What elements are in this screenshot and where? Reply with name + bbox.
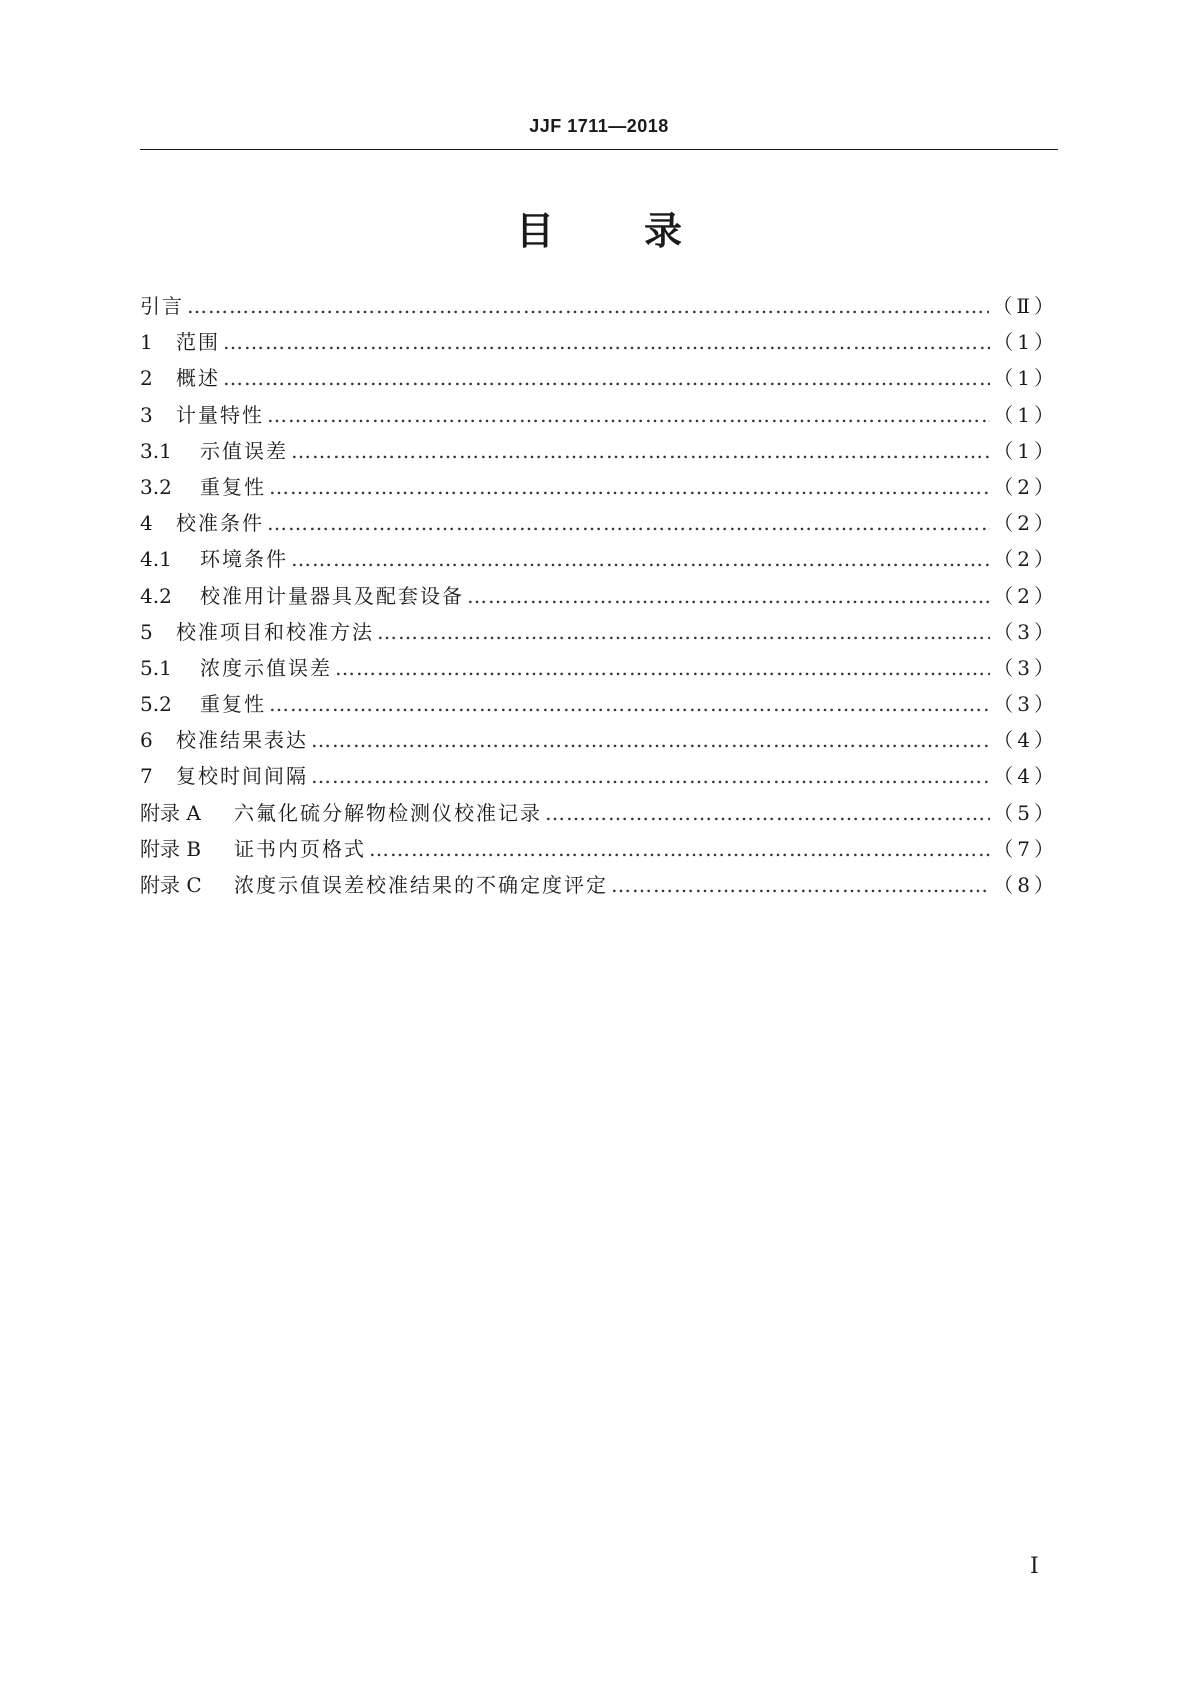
toc-entry-5-2[interactable]: [140, 686, 1058, 722]
toc-entry-page: （3）: [993, 619, 1058, 644]
page-folio: Ⅰ: [1030, 1554, 1039, 1579]
toc-entry-page: （1）: [993, 438, 1058, 463]
toc-entry-number: 4.2: [140, 583, 172, 608]
toc-entry-label: 示值误差: [200, 438, 288, 463]
toc-entry-page: （4）: [993, 764, 1058, 789]
toc-entry-label: 浓度示值误差: [200, 655, 332, 680]
toc-entry-foreword[interactable]: [140, 288, 1058, 324]
toc-entry-number: 4.1: [140, 547, 172, 572]
toc-leader-dots: [223, 324, 990, 360]
toc-entry-page: （2）: [993, 474, 1058, 499]
toc-leader-dots: [545, 795, 990, 831]
toc-entry-page: （2）: [993, 583, 1058, 608]
toc-leader-dots: [377, 614, 990, 650]
standard-code-header: JJF 1711—2018: [529, 116, 669, 136]
title-char-1: 目: [515, 209, 554, 253]
toc-entry-number: 附录 C: [140, 873, 202, 897]
toc-entry-number: 4: [140, 511, 153, 536]
toc-entry-appendix-c[interactable]: [140, 867, 1058, 903]
toc-entry-label: 范围: [176, 330, 220, 355]
toc-entry-3-2[interactable]: [140, 469, 1058, 505]
toc-entry-page: （8）: [993, 873, 1058, 897]
toc-entry-label: 重复性: [200, 692, 266, 717]
toc-leader-dots: [269, 686, 990, 722]
toc-entry-page: （4）: [993, 728, 1058, 753]
toc-entry-page: （7）: [993, 836, 1058, 861]
toc-entry-label: 复校时间间隔: [176, 764, 308, 789]
toc-entry-label: 计量特性: [176, 402, 264, 427]
toc-entry-number: 附录 B: [140, 836, 202, 861]
toc-entry-number: 附录 A: [140, 800, 201, 825]
page-title: [140, 200, 1058, 255]
toc-entry-page: （5）: [993, 800, 1058, 825]
toc-leader-dots: [335, 650, 990, 686]
toc-entry-label: 浓度示值误差校准结果的不确定度评定: [234, 873, 608, 897]
toc-entry-page: （3）: [993, 655, 1058, 680]
toc-entry-page: （2）: [993, 547, 1058, 572]
toc-leader-dots: [223, 360, 990, 396]
toc-entry-label: 概述: [176, 366, 220, 391]
toc-leader-dots: [291, 541, 990, 577]
toc-leader-dots: [467, 578, 990, 614]
header-rule: [140, 149, 1058, 150]
toc-entry-label: 校准条件: [176, 511, 264, 536]
toc-entry-label: 重复性: [200, 474, 266, 499]
toc-entry-5-1[interactable]: [140, 650, 1058, 686]
toc-entry-number: 3: [140, 402, 153, 427]
toc-entry-1[interactable]: [140, 324, 1058, 360]
toc-entry-number: 5.2: [140, 692, 172, 717]
toc-entry-6[interactable]: [140, 722, 1058, 758]
toc-entry-label: 引言: [140, 294, 184, 318]
toc-entry-label: 校准结果表达: [176, 728, 308, 753]
toc-leader-dots: [369, 831, 990, 867]
toc-entry-label: 校准项目和校准方法: [176, 619, 374, 644]
toc-entry-number: 6: [140, 728, 153, 753]
toc-entry-3-1[interactable]: [140, 433, 1058, 469]
toc-entry-4-1[interactable]: [140, 541, 1058, 577]
toc-entry-label: 证书内页格式: [234, 836, 366, 861]
toc-leader-dots: [311, 758, 990, 794]
toc-entry-number: 3.1: [140, 438, 172, 463]
toc-leader-dots: [267, 505, 990, 541]
toc-leader-dots: [611, 867, 990, 903]
toc-entry-number: 7: [140, 764, 153, 789]
toc-leader-dots: [269, 469, 990, 505]
table-of-contents: [140, 288, 1058, 903]
toc-entry-page: （1）: [993, 402, 1058, 427]
toc-entry-number: 1: [140, 330, 153, 355]
toc-entry-label: 六氟化硫分解物检测仪校准记录: [234, 800, 542, 825]
toc-entry-3[interactable]: [140, 397, 1058, 433]
toc-entry-page: （Ⅱ）: [992, 294, 1058, 318]
toc-entry-4-2[interactable]: [140, 578, 1058, 614]
toc-entry-page: （1）: [993, 366, 1058, 391]
toc-entry-number: 5: [140, 619, 153, 644]
toc-leader-dots: [311, 722, 990, 758]
toc-entry-7[interactable]: [140, 758, 1058, 794]
toc-leader-dots: [267, 397, 990, 433]
toc-entry-number: 5.1: [140, 655, 172, 680]
toc-entry-appendix-b[interactable]: [140, 831, 1058, 867]
toc-entry-label: 校准用计量器具及配套设备: [200, 583, 464, 608]
toc-leader-dots: [291, 433, 990, 469]
toc-entry-page: （1）: [993, 330, 1058, 355]
toc-entry-page: （2）: [993, 511, 1058, 536]
toc-entry-appendix-a[interactable]: [140, 795, 1058, 831]
toc-entry-number: 2: [140, 366, 153, 391]
toc-entry-5[interactable]: [140, 614, 1058, 650]
toc-entry-4[interactable]: [140, 505, 1058, 541]
toc-entry-label: 环境条件: [200, 547, 288, 572]
toc-leader-dots: [187, 288, 989, 324]
toc-entry-page: （3）: [993, 692, 1058, 717]
toc-entry-number: 3.2: [140, 474, 172, 499]
toc-entry-2[interactable]: [140, 360, 1058, 396]
title-char-2: 录: [644, 209, 683, 253]
